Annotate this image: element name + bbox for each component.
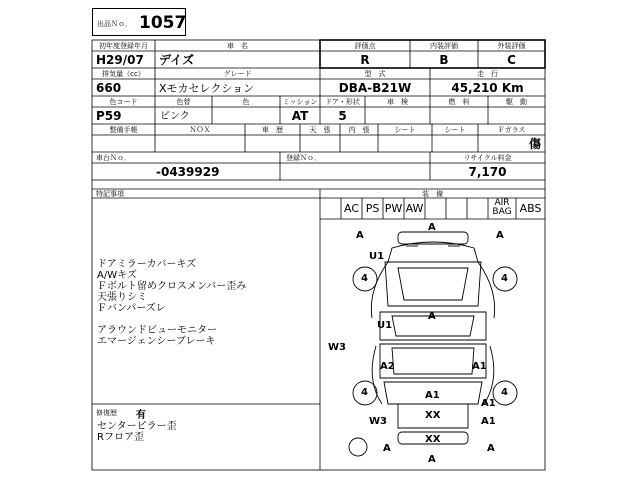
label-score: 評価点	[354, 42, 376, 50]
value-repair: 有	[136, 410, 146, 421]
label-repair: 修復歴	[96, 409, 117, 417]
remark-item: Ｆバンパーズレ	[97, 303, 166, 314]
damage-code: A	[496, 230, 504, 241]
remark-item: ドアミラーカバーキズ	[97, 259, 197, 270]
label-inspection: 車 検	[387, 98, 408, 106]
remark-item: 天張りシミ	[97, 292, 147, 303]
damage-code: W3	[369, 416, 387, 427]
value-grade: Xモカセレクション	[159, 82, 255, 95]
label-fuel: 燃 料	[448, 98, 470, 106]
label-f-glass: Ｆガラス	[497, 126, 526, 134]
remark-item: Ｆボルト留めクロスメンバー歪み	[97, 281, 247, 292]
label-chassis: 車台Ｎｏ．	[96, 154, 131, 162]
damage-code: A2	[380, 361, 395, 372]
value-color-code: P59	[96, 109, 122, 123]
label-displacement: 排気量（cc）	[102, 70, 145, 78]
damage-code: XX	[425, 410, 441, 421]
label-manual: 整備手帳	[109, 126, 138, 134]
equipment-pw: PW	[384, 202, 403, 215]
label-doors: ドア・形状	[325, 98, 360, 106]
label-nox: ＮＯＸ	[189, 126, 211, 134]
damage-code: A	[428, 454, 436, 465]
lot-number: 1057	[139, 13, 187, 33]
tire-rear-left: 4	[361, 387, 368, 398]
equipment-aw: AW	[405, 202, 424, 215]
remark-item: アラウンドビューモニター	[97, 325, 217, 336]
damage-code: XX	[425, 434, 441, 445]
damage-code: A1	[481, 416, 496, 427]
value-car-name: デイズ	[159, 53, 195, 67]
label-sunroof: 天 張	[309, 126, 331, 134]
label-model: 型 式	[364, 70, 386, 78]
repair-note: センターピラー歪	[97, 421, 177, 432]
tire-front-right: 4	[501, 273, 508, 284]
label-equipment: 装 備	[422, 190, 443, 198]
tire-rear-right: 4	[501, 387, 508, 398]
damage-code: A1	[481, 398, 496, 409]
label-car-name: 車 名	[227, 42, 248, 50]
label-first-reg: 初年度登録年月	[99, 42, 148, 50]
damage-code: U1	[369, 251, 385, 262]
value-recycle: 7,170	[468, 165, 507, 179]
damage-code: U1	[377, 320, 393, 331]
tire-front-left: 4	[361, 273, 368, 284]
label-color-change: 色替	[176, 98, 191, 106]
label-seat-2: シート	[444, 126, 466, 134]
damage-code: A1	[425, 390, 440, 401]
repair-note: Rフロア歪	[97, 432, 144, 443]
value-mileage: 45,210 Km	[451, 81, 524, 95]
damage-code: A1	[472, 361, 487, 372]
damage-code: W3	[328, 342, 346, 353]
equipment-abs: ABS	[519, 202, 542, 215]
remark-item: A/Wキズ	[97, 270, 137, 281]
label-history: 車 歴	[262, 126, 283, 134]
value-doors: 5	[338, 109, 347, 123]
damage-code: A	[487, 443, 495, 454]
damage-code: A	[383, 443, 391, 454]
label-color-code: 色コード	[109, 98, 138, 106]
value-f-glass: 傷	[528, 137, 541, 151]
label-registration: 登録Ｎｏ．	[286, 154, 321, 162]
equipment-ps: PS	[365, 202, 380, 215]
label-exterior: 外装評価	[497, 42, 526, 50]
label-transmission: ミッション	[282, 98, 318, 106]
value-exterior: C	[507, 53, 516, 67]
lot-number-box	[92, 8, 186, 36]
label-drive: 駆 動	[506, 98, 527, 106]
value-score: R	[360, 53, 370, 67]
damage-code: A	[428, 222, 436, 233]
value-interior: B	[439, 53, 449, 67]
remark-item: エマージェンシーブレーキ	[97, 336, 216, 347]
value-model: DBA-B21W	[338, 81, 412, 95]
value-first-reg: H29/07	[96, 53, 144, 67]
label-remarks: 特記事項	[96, 190, 124, 198]
value-displacement: 660	[96, 81, 122, 95]
label-mileage: 走 行	[477, 70, 498, 78]
lot-label: 出品Ｎｏ．	[97, 20, 132, 28]
label-interior-trim: 内 張	[348, 126, 370, 134]
value-color: ピンク	[160, 111, 190, 122]
damage-code: A	[356, 230, 364, 241]
label-grade: グレード	[223, 70, 252, 78]
label-color: 色	[242, 98, 250, 106]
damage-code: A	[428, 311, 436, 322]
equipment-ac: AC	[343, 202, 359, 215]
label-recycle: リサイクル料金	[463, 154, 512, 162]
value-chassis: -0439929	[156, 165, 220, 179]
label-interior: 内装評価	[430, 42, 458, 50]
equipment-airbag: AIR BAG	[492, 198, 512, 217]
label-seat: シート	[394, 126, 416, 134]
value-transmission: AT	[291, 109, 309, 123]
